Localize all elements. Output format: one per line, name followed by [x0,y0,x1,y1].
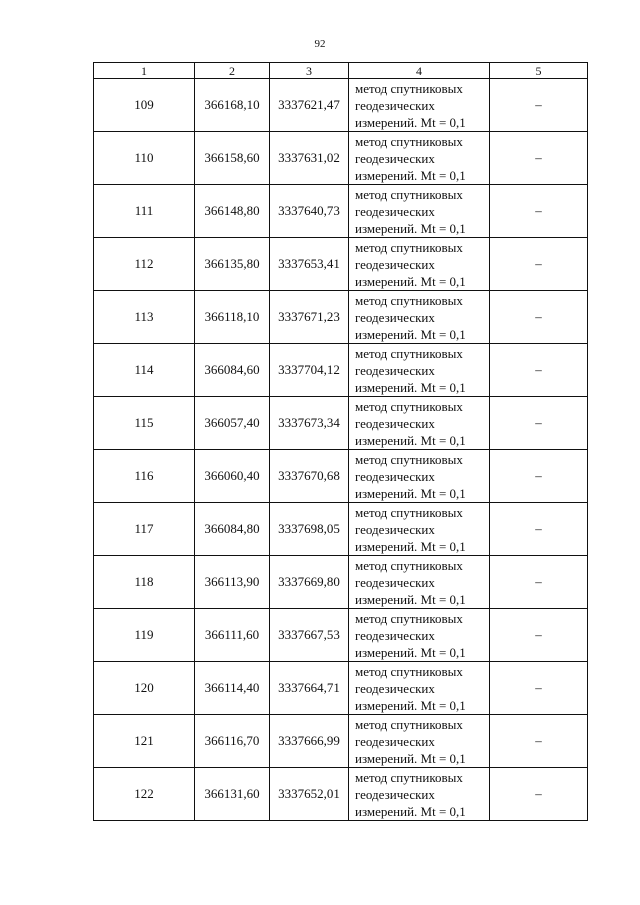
x-coordinate-cell: 366114,40 [195,662,270,715]
method-line: геодезических [355,786,435,802]
y-coordinate-cell: 3337621,47 [270,79,349,132]
method-line: геодезических [355,97,435,113]
table-row [94,291,588,344]
y-coordinate-cell: 3337631,02 [270,132,349,185]
method-line: измерений. Mt = 0,1 [355,114,466,130]
note-cell: – [490,609,588,662]
note-cell: – [490,397,588,450]
method-line: измерений. Mt = 0,1 [355,379,466,395]
x-coordinate-cell: 366148,80 [195,185,270,238]
x-coordinate-cell: 366113,90 [195,556,270,609]
method-line: геодезических [355,150,435,166]
method-line: измерений. Mt = 0,1 [355,220,466,236]
header-col-1: 1 [94,63,195,79]
x-coordinate-cell: 366131,60 [195,768,270,821]
method-line: геодезических [355,733,435,749]
point-number-cell: 121 [94,715,195,768]
method-line: метод спутниковых [355,133,463,149]
method-line: метод спутниковых [355,186,463,202]
y-coordinate-cell: 3337670,68 [270,450,349,503]
point-number-cell: 110 [94,132,195,185]
method-line: метод спутниковых [355,610,463,626]
method-cell [349,715,490,768]
point-number-cell: 109 [94,79,195,132]
header-col-4: 4 [349,63,490,79]
table-header [94,63,588,79]
y-coordinate-cell: 3337671,23 [270,291,349,344]
y-coordinate-cell: 3337704,12 [270,344,349,397]
point-number-cell: 111 [94,185,195,238]
method-line: геодезических [355,468,435,484]
method-line: измерений. Mt = 0,1 [355,591,466,607]
x-coordinate-cell: 366084,80 [195,503,270,556]
table-body [94,79,588,821]
point-number-cell: 116 [94,450,195,503]
method-cell [349,79,490,132]
method-line: метод спутниковых [355,398,463,414]
note-cell: – [490,715,588,768]
point-number-cell: 118 [94,556,195,609]
method-line: метод спутниковых [355,557,463,573]
y-coordinate-cell: 3337653,41 [270,238,349,291]
table-row [94,344,588,397]
method-line: измерений. Mt = 0,1 [355,750,466,766]
method-line: измерений. Mt = 0,1 [355,697,466,713]
table-row [94,715,588,768]
y-coordinate-cell: 3337666,99 [270,715,349,768]
method-line: метод спутниковых [355,239,463,255]
method-line: измерений. Mt = 0,1 [355,326,466,342]
note-cell: – [490,503,588,556]
method-line: измерений. Mt = 0,1 [355,538,466,554]
note-cell: – [490,450,588,503]
point-number-cell: 113 [94,291,195,344]
method-cell [349,503,490,556]
method-line: измерений. Mt = 0,1 [355,432,466,448]
method-line: метод спутниковых [355,504,463,520]
table-row [94,79,588,132]
method-line: геодезических [355,256,435,272]
table-row [94,503,588,556]
x-coordinate-cell: 366116,70 [195,715,270,768]
y-coordinate-cell: 3337673,34 [270,397,349,450]
method-line: геодезических [355,574,435,590]
point-number-cell: 114 [94,344,195,397]
method-line: геодезических [355,627,435,643]
method-line: метод спутниковых [355,451,463,467]
y-coordinate-cell: 3337667,53 [270,609,349,662]
method-cell [349,397,490,450]
point-number-cell: 112 [94,238,195,291]
method-line: геодезических [355,203,435,219]
method-line: измерений. Mt = 0,1 [355,485,466,501]
point-number-cell: 115 [94,397,195,450]
method-line: геодезических [355,362,435,378]
header-col-3: 3 [270,63,349,79]
method-cell [349,450,490,503]
y-coordinate-cell: 3337664,71 [270,662,349,715]
x-coordinate-cell: 366118,10 [195,291,270,344]
method-cell [349,291,490,344]
method-cell [349,609,490,662]
table-row [94,450,588,503]
point-number-cell: 117 [94,503,195,556]
note-cell: – [490,556,588,609]
header-col-2: 2 [195,63,270,79]
note-cell: – [490,662,588,715]
method-line: измерений. Mt = 0,1 [355,273,466,289]
header-col-5: 5 [490,63,588,79]
table-row [94,238,588,291]
page-number: 92 [314,38,326,50]
method-cell [349,662,490,715]
method-cell [349,185,490,238]
method-line: метод спутниковых [355,716,463,732]
note-cell: – [490,768,588,821]
coordinates-table [93,62,588,821]
x-coordinate-cell: 366158,60 [195,132,270,185]
table-row [94,132,588,185]
note-cell: – [490,344,588,397]
method-line: метод спутниковых [355,345,463,361]
note-cell: – [490,238,588,291]
method-line: метод спутниковых [355,663,463,679]
point-number-cell: 120 [94,662,195,715]
header-row [94,63,588,79]
method-line: измерений. Mt = 0,1 [355,644,466,660]
x-coordinate-cell: 366084,60 [195,344,270,397]
table-row [94,556,588,609]
table-row [94,768,588,821]
table-row [94,397,588,450]
method-cell [349,344,490,397]
method-cell [349,768,490,821]
note-cell: – [490,185,588,238]
y-coordinate-cell: 3337669,80 [270,556,349,609]
y-coordinate-cell: 3337698,05 [270,503,349,556]
method-line: измерений. Mt = 0,1 [355,803,466,819]
method-cell [349,238,490,291]
point-number-cell: 119 [94,609,195,662]
point-number-cell: 122 [94,768,195,821]
method-cell [349,132,490,185]
y-coordinate-cell: 3337652,01 [270,768,349,821]
x-coordinate-cell: 366057,40 [195,397,270,450]
y-coordinate-cell: 3337640,73 [270,185,349,238]
table-row [94,185,588,238]
x-coordinate-cell: 366135,80 [195,238,270,291]
method-line: геодезических [355,309,435,325]
method-line: метод спутниковых [355,292,463,308]
x-coordinate-cell: 366060,40 [195,450,270,503]
method-line: геодезических [355,521,435,537]
table-row [94,609,588,662]
method-cell [349,556,490,609]
table-row [94,662,588,715]
method-line: метод спутниковых [355,769,463,785]
method-line: метод спутниковых [355,80,463,96]
note-cell: – [490,79,588,132]
note-cell: – [490,291,588,344]
method-line: измерений. Mt = 0,1 [355,167,466,183]
note-cell: – [490,132,588,185]
method-line: геодезических [355,680,435,696]
x-coordinate-cell: 366111,60 [195,609,270,662]
method-line: геодезических [355,415,435,431]
x-coordinate-cell: 366168,10 [195,79,270,132]
